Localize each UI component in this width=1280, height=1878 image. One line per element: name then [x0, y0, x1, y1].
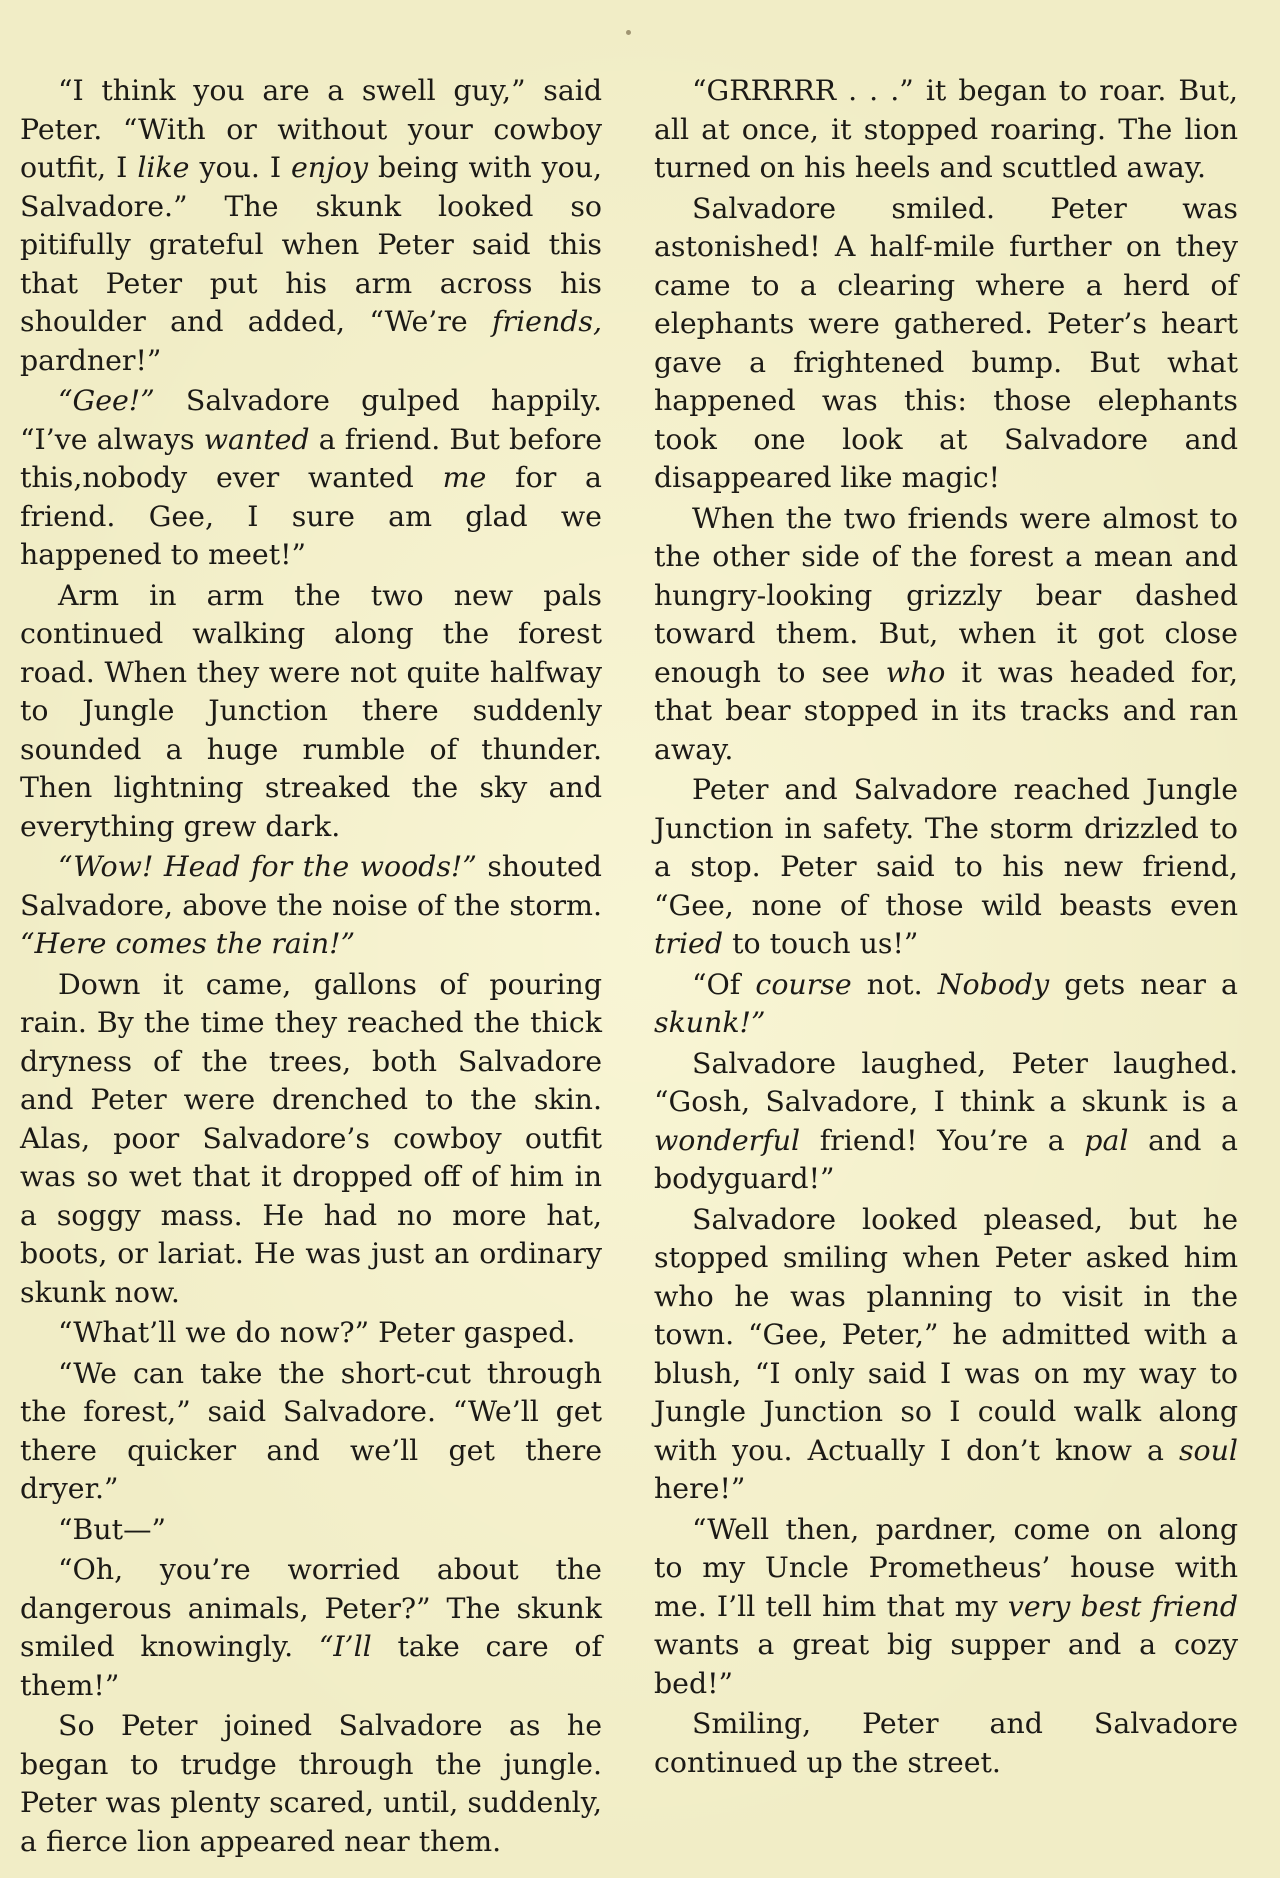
emphasized-text: “Gee!” [58, 384, 155, 417]
story-paragraph [20, 1511, 602, 1550]
paper-speck [626, 30, 631, 35]
emphasized-text: wonderful [654, 1123, 801, 1157]
story-paragraph [20, 1707, 602, 1861]
emphasized-text: enjoy [291, 151, 369, 184]
story-paragraph [20, 1314, 602, 1353]
paragraph-text: “Well then, pardner, come on along to my Uncle Prometheus’ house with me. I’ll tell him that my [654, 1512, 1238, 1623]
story-paragraph [20, 848, 602, 964]
story-paragraph [20, 72, 602, 380]
story-paragraph [654, 1045, 1238, 1199]
paragraph-text: “We can take the short-cut through the forest,” said Salvadore. “We’ll get there quicker and we’ll get there dryer.” [20, 1356, 602, 1505]
left-text-column [20, 72, 602, 1861]
paragraph-text: “GRRRRR . . .” it began to roar. But, all at once, it stopped roaring. The lion turned on his heels and scuttled away. [654, 74, 1238, 184]
emphasized-text: tried [654, 927, 724, 960]
paragraph-text: Salvadore laughed, Peter laughed. “Gosh, Salvadore, I think a skunk is a [654, 1046, 1238, 1118]
paragraph-text: take care of them!” [20, 1630, 602, 1702]
story-paragraph [20, 382, 602, 575]
story-paragraph [654, 1705, 1238, 1782]
paragraph-text: Down it came, gallons of pouring rain. By the time they reached the thick dryness of the trees, both Salvadore and Peter were drenched to the skin. Alas, poor Salvadore’s cowboy outfit was so wet that it dropped off of him in a soggy mass. He had no more hat, boots, or lariat. He was just an ordinary skunk now. [20, 967, 602, 1309]
emphasized-text: Nobody [937, 967, 1050, 1001]
emphasized-text: “Wow! Head for the woods!” [58, 850, 477, 883]
emphasized-text: wanted [203, 422, 310, 456]
story-paragraph [654, 771, 1238, 964]
emphasized-text: course [755, 967, 852, 1001]
paragraph-text: Peter and Salvadore reached Jungle Junction in safety. The storm drizzled to a stop. Peter said to his new friend, “Gee, none of those wild beasts even [654, 773, 1238, 922]
paragraph-text: So Peter joined Salvadore as he began to trudge through the jungle. Peter was plenty scared, until, suddenly, a fierce lion appeared near them. [20, 1709, 602, 1858]
paragraph-text: “What’ll we do now?” Peter gasped. [58, 1316, 576, 1349]
story-paragraph [20, 577, 602, 847]
paragraph-text: wants a great big supper and a cozy bed!” [654, 1628, 1238, 1700]
story-paragraph [20, 966, 602, 1313]
paragraph-text: Salvadore looked pleased, but he stopped smiling when Peter asked him who he was planning to visit in the town. “Gee, Peter,” he admitted with a blush, “I only said I was on my way to Jungle Junction so I could walk along with you. Actually I don’t know a [654, 1202, 1238, 1467]
story-paragraph [654, 190, 1238, 498]
emphasized-text: pal [1084, 1123, 1129, 1157]
emphasized-text: very best friend [1007, 1589, 1238, 1623]
paragraph-text: Salvadore smiled. Peter was astonished! A half-mile further on they came to a clearing where a herd of elephants were gathered. Peter’s heart gave a frightened bump. But what happened was this: those elephants took one look at Salvadore and disappeared like magic! [654, 191, 1238, 494]
paragraph-text: friend! You’re a [800, 1123, 1085, 1157]
paragraph-text: gets near a [1049, 967, 1238, 1001]
story-paragraph [654, 1511, 1238, 1704]
story-paragraph [654, 72, 1238, 188]
story-paragraph [654, 966, 1238, 1043]
paragraph-text: it was headed for, that bear stopped in its tracks and ran away. [654, 655, 1239, 766]
paragraph-text: for a friend. Gee, I sure am glad we happened to meet!” [20, 461, 602, 571]
emphasized-text: “Here comes the rain!” [20, 927, 356, 960]
story-paragraph [20, 1355, 602, 1509]
paragraph-text: “I think you are a swell guy,” said Peter. “With or without your cowboy outfit, I [20, 74, 602, 184]
emphasized-text: “I’ll [318, 1630, 372, 1663]
emphasized-text: soul [1178, 1433, 1238, 1467]
paragraph-text: “But—” [58, 1512, 166, 1546]
paragraph-text: “Of [692, 967, 756, 1001]
paragraph-text: being with you, Salvadore.” The skunk looked so pitifully grateful when Peter said this that Peter put his arm across his shoulder and added, “We’re [20, 151, 603, 338]
story-paragraph [654, 500, 1238, 770]
emphasized-text: skunk!” [654, 1006, 766, 1039]
paragraph-text: to touch us!” [723, 927, 919, 960]
story-paragraph [20, 1551, 602, 1705]
paragraph-text: shouted Salvadore, above the noise of the storm. [20, 850, 602, 922]
emphasized-text: friends, [491, 305, 602, 338]
paragraph-text: a friend. But before this,nobody ever wanted [20, 422, 602, 494]
emphasized-text: me [442, 461, 487, 494]
paragraph-text: Salvadore gulped happily. “I’ve always [20, 384, 602, 456]
paragraph-text: you. I [189, 151, 292, 184]
paragraph-text: pardner!” [20, 343, 162, 377]
story-paragraph [654, 1201, 1238, 1509]
paragraph-text: When the two friends were almost to the other side of the forest a mean and hungry-looking grizzly bear dashed toward them. But, when it got close enough to see [654, 501, 1238, 689]
paragraph-text: Arm in arm the two new pals continued walking along the forest road. When they were not quite halfway to Jungle Junction there suddenly sounded a huge rumble of thunder. Then lightning streaked the sky and everything grew dark. [20, 578, 602, 843]
paragraph-text: “Oh, you’re worried about the dangerous animals, Peter?” The skunk smiled knowingly. [20, 1553, 602, 1663]
emphasized-text: like [137, 151, 190, 184]
right-text-column [654, 72, 1238, 1782]
paragraph-text: here!” [654, 1472, 746, 1505]
paragraph-text: and a bodyguard!” [654, 1123, 1238, 1195]
paragraph-text: Smiling, Peter and Salvadore continued up the street. [654, 1707, 1238, 1779]
paragraph-text: not. [851, 967, 938, 1001]
emphasized-text: who [885, 655, 946, 689]
